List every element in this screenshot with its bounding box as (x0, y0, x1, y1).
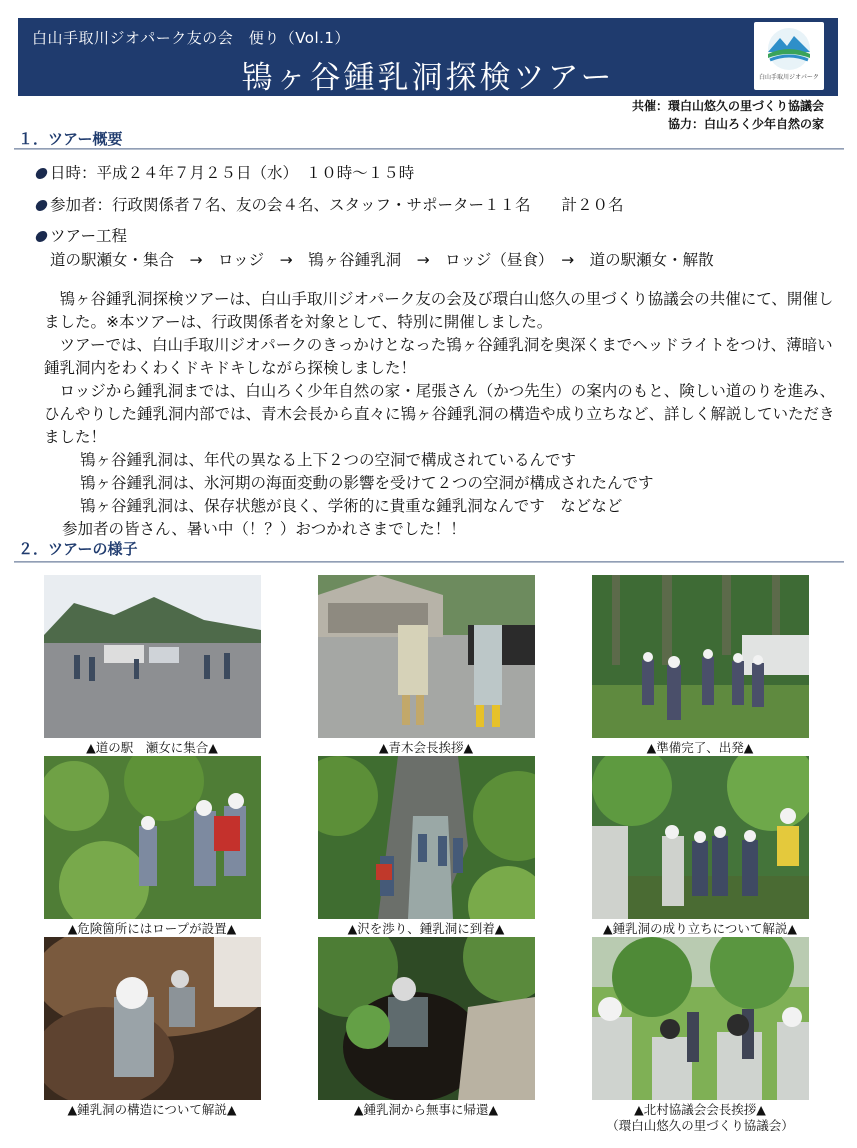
fact-2: 鴇ヶ谷鍾乳洞は、氷河期の海面変動の影響を受けて２つの空洞が構成されたんです (80, 474, 654, 492)
building-photo-image (318, 575, 535, 738)
itinerary-label-text: ツアー工程 (50, 227, 128, 245)
photo-5-caption: ▲沢を渉り、鍾乳洞に到着▲ (347, 921, 505, 936)
stream-photo-image (318, 756, 535, 919)
photo-3-caption: ▲準備完了、出発▲ (646, 740, 754, 755)
photo-9 (592, 937, 809, 1100)
meadow-photo-image (592, 937, 809, 1100)
photo-9-caption: ▲北村協議会会長挨拶▲ (634, 1102, 766, 1117)
paragraph-1: 鴇ヶ谷鍾乳洞探検ツアーは、白山手取川ジオパーク友の会及び環白山悠久の里づくり協議会の共催にて、開催しました。※本ツアーは、行政関係者を対象として、特別に開催しました。 (44, 290, 834, 331)
photo-6 (592, 756, 809, 919)
photo-7 (44, 937, 261, 1100)
cooperation-org: 協力：白山ろく少年自然の家 (667, 117, 824, 131)
host-org: 共催：環白山悠久の里づくり協議会 (631, 99, 824, 113)
header-banner (18, 18, 838, 96)
cave-entrance-photo-image (318, 937, 535, 1100)
logo-text: 白山手取川ジオパーク (759, 74, 819, 81)
page-title: 鴇ヶ谷鍾乳洞探検ツアー (241, 60, 615, 96)
photo-2-caption: ▲青木会長挨拶▲ (378, 740, 474, 755)
event-date (36, 163, 414, 183)
fact-1: 鴇ヶ谷鍾乳洞は、年代の異なる上下２つの空洞で構成されているんです (80, 451, 577, 469)
geopark-logo (754, 22, 824, 90)
bullet-icon (35, 200, 49, 211)
parking-photo-image (44, 575, 261, 738)
cave-photo-image (44, 937, 261, 1100)
photo-6-caption: ▲鍾乳洞の成り立ちについて解説▲ (603, 921, 797, 936)
geopark-logo-icon (754, 22, 824, 74)
newsletter-subtitle: 白山手取川ジオパーク友の会 便り（Vol.1） (32, 29, 350, 47)
photo-1-caption: ▲道の駅 瀬女に集合▲ (86, 740, 218, 755)
section2-rule (14, 561, 844, 563)
paragraph-2: ツアーでは、白山手取川ジオパークのきっかけとなった鴇ヶ谷鍾乳洞を奥深くまでヘッドライトをつけ、薄暗い鍾乳洞内をわくわくドキドキしながら探検しました！ (44, 336, 833, 377)
participants-text: 参加者：行政関係者７名、友の会４名、スタッフ・サポーター１１名 計２０名 (50, 196, 624, 214)
forest-group-photo-image (592, 575, 809, 738)
bullet-icon (35, 168, 49, 179)
itinerary-label (36, 226, 127, 246)
section2-heading: ２．ツアーの様子 (18, 540, 138, 558)
participants (36, 195, 624, 215)
photo-5 (318, 756, 535, 919)
photo-3 (592, 575, 809, 738)
photo-4 (44, 756, 261, 919)
event-date-text: 日時：平成２４年７月２５日（水） １０時～１５時 (50, 164, 415, 182)
photo-4-caption: ▲危険箇所にはロープが設置▲ (67, 921, 237, 936)
explanation-photo-image (592, 756, 809, 919)
bullet-icon (35, 231, 49, 242)
photo-8-caption: ▲鍾乳洞から無事に帰還▲ (353, 1102, 499, 1117)
photo-8 (318, 937, 535, 1100)
closing-message: 参加者の皆さん、暑い中（！？）おつかれさまでした！！ (62, 520, 466, 538)
photo-1 (44, 575, 261, 738)
rope-photo-image (44, 756, 261, 919)
section1-rule (14, 148, 844, 150)
photo-9-caption-org: （環白山悠久の里づくり協議会） (606, 1118, 794, 1133)
photo-7-caption: ▲鍾乳洞の構造について解説▲ (67, 1102, 237, 1117)
fact-3: 鴇ヶ谷鍾乳洞は、保存状態が良く、学術的に貴重な鍾乳洞なんです などなど (80, 497, 623, 515)
organizers (632, 97, 824, 133)
section1-heading: １．ツアー概要 (18, 130, 123, 148)
paragraph-3: ロッジから鍾乳洞までは、白山ろく少年自然の家・尾張さん（かつ先生）の案内のもと、険しい道のりを進み、ひんやりした鍾乳洞内部では、青木会長から直々に鴇ヶ谷鍾乳洞の構造や成り立ちなど、詳しく解説していただきました！ (44, 382, 836, 446)
photo-2 (318, 575, 535, 738)
itinerary-route: 道の駅瀬女・集合 → ロッジ → 鴇ヶ谷鍾乳洞 → ロッジ（昼食） → 道の駅瀬女・解散 (50, 251, 714, 269)
